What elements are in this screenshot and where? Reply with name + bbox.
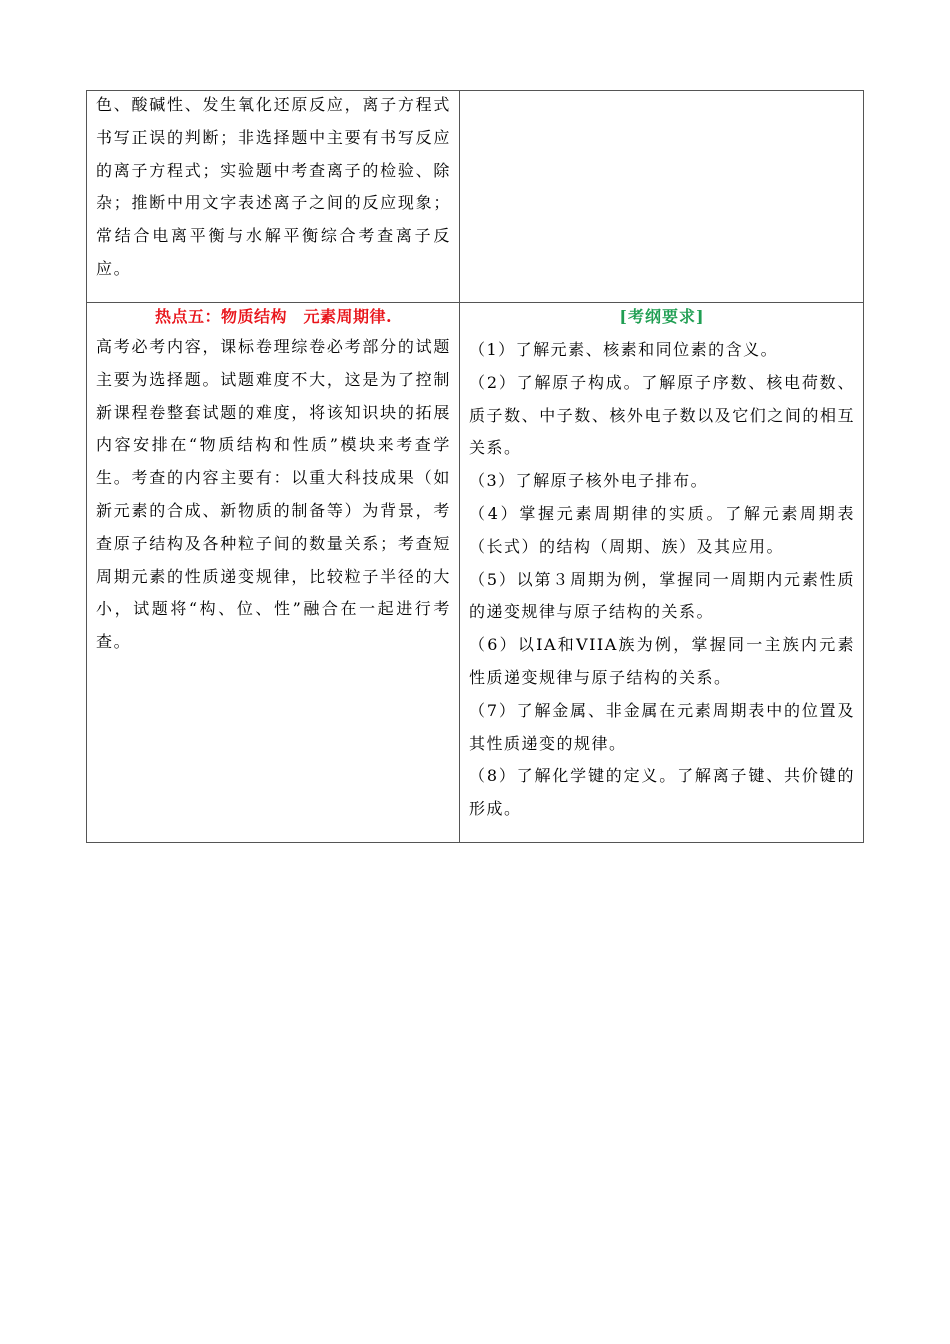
list-item: （2）了解原子构成。了解原子序数、核电荷数、质子数、中子数、核外电子数以及它们之间的相互关系。 [469, 372, 855, 458]
hotspot-title: 热点五：物质结构 元素周期律. [154, 307, 393, 326]
list-item: （4）掌握元素周期律的实质。了解元素周期表（长式）的结构（周期、族）及其应用。 [469, 503, 855, 556]
ionic-reaction-cell [87, 91, 460, 303]
hotspot-cell [87, 303, 460, 843]
requirements-cell [460, 303, 864, 843]
list-item: （6）以IA和VIIA族为例，掌握同一主族内元素性质递变规律与原子结构的关系。 [469, 635, 855, 687]
ionic-reaction-text: 色、酸碱性、发生氧化还原反应，离子方程式书写正误的判断；非选择题中主要有书写反应的离子方程式；实验题中考查离子的检验、除杂；推断中用文字表述离子之间的反应现象；常结合电离平衡与水解平衡综合考查离子反应。 [96, 95, 451, 278]
list-item: （3）了解原子核外电子排布。 [469, 471, 709, 491]
content-table [86, 90, 864, 843]
table-row [87, 303, 864, 843]
hotspot-body: 高考必考内容，课标卷理综卷必考部分的试题主要为选择题。试题难度不大，这是为了控制新课程卷整套试题的难度，将该知识块的拓展内容安排在“物质结构和性质”模块来考查学生。考查的内容主要有：以重大科技成果（如新元素的合成、新物质的制备等）为背景，考查原子结构及各种粒子间的数量关系；考查短周期元素的性质递变规律，比较粒子半径的大小，试题将“构、位、性”融合在一起进行考查。 [96, 337, 451, 652]
list-item: （7）了解金属、非金属在元素周期表中的位置及其性质递变的规律。 [469, 700, 855, 753]
list-item: （5）以第３周期为例，掌握同一周期内元素性质的递变规律与原子结构的关系。 [469, 569, 855, 622]
requirements-list [469, 334, 855, 826]
list-item: （1）了解元素、核素和同位素的含义。 [469, 340, 779, 359]
empty-cell [460, 91, 864, 303]
table-row [87, 91, 864, 303]
list-item: （8）了解化学键的定义。了解离子键、共价键的形成。 [469, 766, 855, 819]
requirements-title: [考纲要求] [619, 307, 705, 326]
